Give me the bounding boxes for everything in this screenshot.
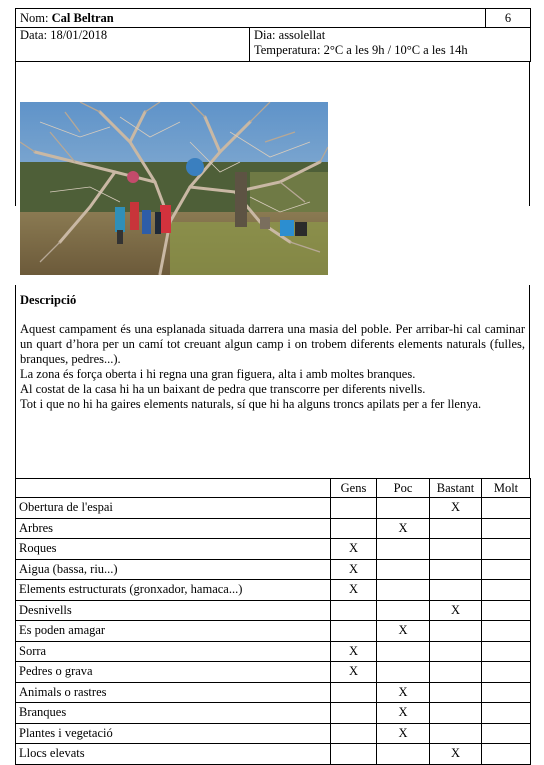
rating-cell-gens: X: [331, 539, 377, 560]
description-block: [15, 285, 530, 478]
row-label: Desnivells: [16, 600, 331, 621]
name-value: Cal Beltran: [51, 11, 114, 25]
table-row: [16, 641, 531, 662]
row-label: Arbres: [16, 518, 331, 539]
description-paragraph: La zona és força oberta i hi regna una gran figuera, alta i amb moltes branques.: [20, 367, 416, 381]
table-row: [16, 559, 531, 580]
rating-cell-bastant: [430, 580, 482, 601]
rating-cell-gens: [331, 682, 377, 703]
rating-cell-gens: [331, 518, 377, 539]
weather-text: Dia: assolellat: [254, 28, 326, 42]
rating-cell-poc: X: [377, 723, 430, 744]
rating-cell-molt: [482, 621, 531, 642]
rating-cell-molt: [482, 559, 531, 580]
rating-cell-poc: [377, 559, 430, 580]
features-table: [15, 478, 531, 765]
column-header-molt: Molt: [482, 479, 531, 498]
row-label: Pedres o grava: [16, 662, 331, 683]
table-row: [16, 498, 531, 519]
table-row: [16, 744, 531, 765]
rating-cell-molt: [482, 703, 531, 724]
rating-cell-molt: [482, 662, 531, 683]
rating-cell-bastant: [430, 723, 482, 744]
table-row: [16, 703, 531, 724]
row-label: Branques: [16, 703, 331, 724]
weather-cell: [250, 28, 531, 62]
rating-cell-gens: [331, 703, 377, 724]
row-label: Animals o rastres: [16, 682, 331, 703]
table-row: [16, 600, 531, 621]
table-row: [16, 621, 531, 642]
rating-cell-bastant: [430, 682, 482, 703]
rating-cell-poc: [377, 744, 430, 765]
rating-cell-gens: X: [331, 662, 377, 683]
photo-image: [20, 102, 328, 275]
rating-cell-bastant: X: [430, 498, 482, 519]
rating-cell-molt: [482, 682, 531, 703]
rating-cell-gens: X: [331, 580, 377, 601]
row-label: Es poden amagar: [16, 621, 331, 642]
rating-cell-bastant: [430, 641, 482, 662]
row-label: Obertura de l'espai: [16, 498, 331, 519]
temperature-text: Temperatura: 2°C a les 9h / 10°C a les 14h: [254, 43, 468, 57]
rating-cell-bastant: [430, 662, 482, 683]
rating-cell-gens: [331, 600, 377, 621]
row-label: Sorra: [16, 641, 331, 662]
rating-cell-poc: [377, 600, 430, 621]
header-table: [15, 8, 531, 62]
rating-cell-poc: [377, 641, 430, 662]
rating-cell-poc: X: [377, 518, 430, 539]
description-title: Descripció: [20, 293, 77, 307]
rating-cell-poc: [377, 662, 430, 683]
rating-cell-bastant: [430, 703, 482, 724]
name-cell: [16, 9, 486, 28]
row-label: Plantes i vegetació: [16, 723, 331, 744]
table-row: [16, 723, 531, 744]
column-header-poc: Poc: [377, 479, 430, 498]
description-paragraph: Al costat de la casa hi ha un baixant de pedra que transcorre per diferents nivells.: [20, 382, 426, 396]
rating-cell-gens: [331, 723, 377, 744]
rating-cell-poc: [377, 539, 430, 560]
rating-cell-poc: X: [377, 621, 430, 642]
observation-sheet: [15, 8, 530, 765]
rating-cell-gens: X: [331, 559, 377, 580]
rating-cell-bastant: [430, 559, 482, 580]
fig-tree-photo: [20, 102, 328, 275]
column-header-bastant: Bastant: [430, 479, 482, 498]
rating-cell-gens: [331, 498, 377, 519]
rating-cell-molt: [482, 641, 531, 662]
rating-cell-bastant: [430, 518, 482, 539]
table-row: [16, 580, 531, 601]
rating-cell-molt: [482, 539, 531, 560]
row-label: Roques: [16, 539, 331, 560]
rating-cell-molt: [482, 498, 531, 519]
table-body: [16, 498, 531, 765]
date-cell: Data: 18/01/2018: [16, 28, 250, 62]
table-row: [16, 662, 531, 683]
table-row: [16, 539, 531, 560]
rating-cell-poc: X: [377, 682, 430, 703]
row-label: Aigua (bassa, riu...): [16, 559, 331, 580]
sheet-number: 6: [486, 9, 531, 28]
rating-cell-gens: X: [331, 641, 377, 662]
rating-cell-molt: [482, 580, 531, 601]
rating-cell-molt: [482, 723, 531, 744]
name-label: Nom:: [20, 11, 49, 25]
table-row: [16, 518, 531, 539]
row-label: Llocs elevats: [16, 744, 331, 765]
rating-cell-molt: [482, 518, 531, 539]
rating-cell-poc: [377, 580, 430, 601]
rating-cell-gens: [331, 621, 377, 642]
rating-cell-bastant: X: [430, 744, 482, 765]
table-header-empty: [16, 479, 331, 498]
rating-cell-bastant: X: [430, 600, 482, 621]
rating-cell-molt: [482, 600, 531, 621]
table-row: [16, 682, 531, 703]
column-header-gens: Gens: [331, 479, 377, 498]
rating-cell-gens: [331, 744, 377, 765]
rating-cell-bastant: [430, 621, 482, 642]
description-body: [20, 322, 525, 412]
rating-cell-bastant: [430, 539, 482, 560]
description-paragraph: Aquest campament és una esplanada situada darrera una masia del poble. Per arribar-hi cal caminar un quart d’hora per un camí tot creuant algun camp i on trobem diferents elements naturals (fulles, branques, pedres...).: [20, 322, 525, 366]
description-paragraph: Tot i que no hi ha gaires elements naturals, sí que hi ha alguns troncs apilats per a fer llenya.: [20, 397, 482, 411]
rating-cell-molt: [482, 744, 531, 765]
rating-cell-poc: X: [377, 703, 430, 724]
table-header-row: [16, 479, 531, 498]
rating-cell-poc: [377, 498, 430, 519]
photo-block: [15, 62, 530, 206]
row-label: Elements estructurats (gronxador, hamaca...): [16, 580, 331, 601]
